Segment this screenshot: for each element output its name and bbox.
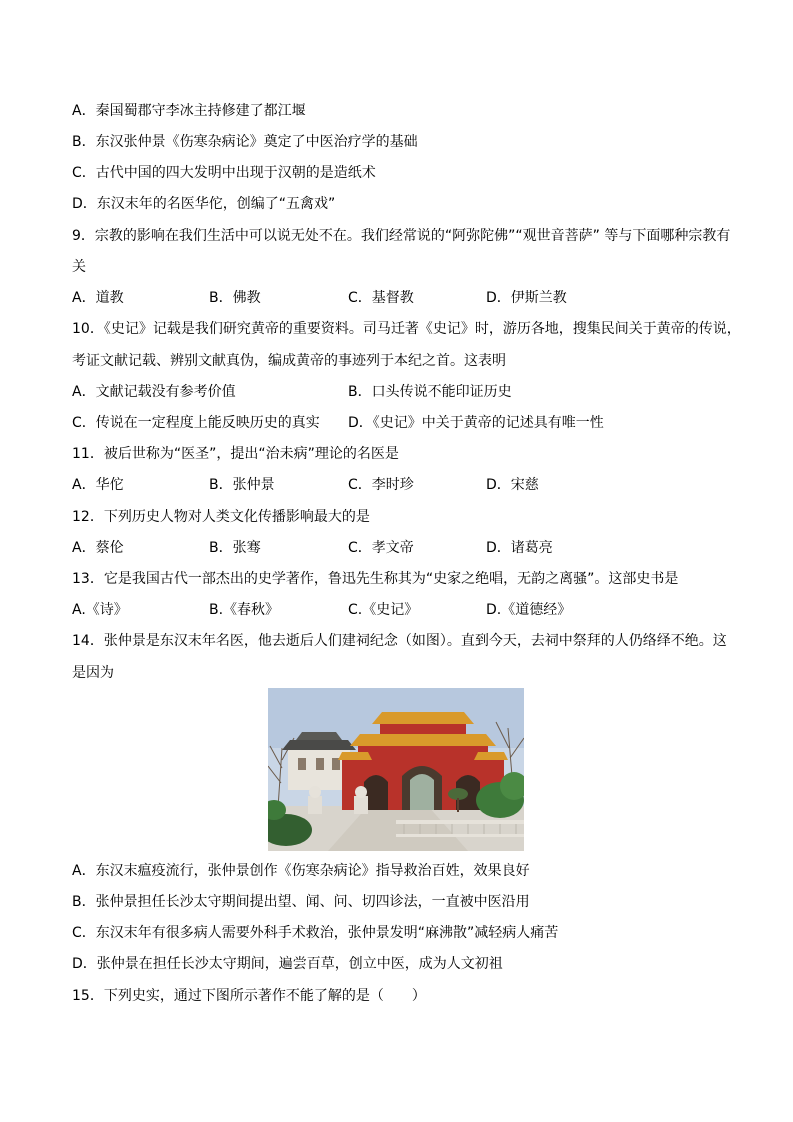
q11-options xyxy=(72,476,732,494)
q14-stem-line2: 是因为 xyxy=(72,665,114,681)
q13-stem: 13．它是我国古代一部杰出的史学著作，鲁迅先生称其为“史家之绝唱，无韵之离骚”。这部史书是 xyxy=(72,571,679,587)
q8-option-a[interactable]: A．秦国蜀郡守李冰主持修建了都江堰 xyxy=(72,103,306,119)
q9-option-b[interactable]: B．佛教 xyxy=(209,290,261,306)
q14-option-b[interactable]: B．张仲景担任长沙太守期间提出望、闻、问、切四诊法，一直被中医沿用 xyxy=(72,894,530,910)
q12-option-a[interactable]: A．蔡伦 xyxy=(72,540,124,556)
q13-option-d[interactable]: D.《道德经》 xyxy=(486,602,572,618)
q12-options xyxy=(72,539,732,557)
q9-stem-line2: 关 xyxy=(72,259,86,275)
q11-option-a[interactable]: A．华佗 xyxy=(72,477,124,493)
q10-options-row1 xyxy=(72,383,732,401)
q13-option-a[interactable]: A.《诗》 xyxy=(72,602,128,618)
q8-option-b[interactable]: B．东汉张仲景《伤寒杂病论》奠定了中医治疗学的基础 xyxy=(72,134,418,150)
memorial-gate-illustration xyxy=(268,688,524,851)
q8-option-d[interactable]: D．东汉末年的名医华佗，创编了“五禽戏” xyxy=(72,196,336,212)
q10-option-b[interactable]: B．口头传说不能印证历史 xyxy=(348,384,512,400)
q10-option-c[interactable]: C．传说在一定程度上能反映历史的真实 xyxy=(72,415,320,431)
q14-stem-line1: 14．张仲景是东汉末年名医，他去逝后人们建祠纪念（如图）。直到今天，去祠中祭拜的人仍络绎不绝。这 xyxy=(72,633,727,649)
q10-options-row2 xyxy=(72,414,732,432)
q14-option-a[interactable]: A．东汉末瘟疫流行，张仲景创作《伤寒杂病论》指导救治百姓，效果良好 xyxy=(72,863,530,879)
q9-option-d[interactable]: D．伊斯兰教 xyxy=(486,290,567,306)
q12-option-c[interactable]: C．孝文帝 xyxy=(348,540,414,556)
q14-option-d[interactable]: D．张仲景在担任长沙太守期间，遍尝百草，创立中医，成为人文初祖 xyxy=(72,956,503,972)
q12-option-b[interactable]: B．张骞 xyxy=(209,540,261,556)
memorial-gate-photo xyxy=(268,688,524,851)
q9-option-c[interactable]: C．基督教 xyxy=(348,290,414,306)
q10-stem-line2: 考证文献记载、辨别文献真伪，编成黄帝的事迹列于本纪之首。这表明 xyxy=(72,353,506,369)
q13-option-c[interactable]: C.《史记》 xyxy=(348,602,419,618)
q10-option-a[interactable]: A．文献记载没有参考价值 xyxy=(72,384,236,400)
q11-option-c[interactable]: C．李时珍 xyxy=(348,477,414,493)
q8-option-c[interactable]: C．古代中国的四大发明中出现于汉朝的是造纸术 xyxy=(72,165,376,181)
q9-stem-line1: 9．宗教的影响在我们生活中可以说无处不在。我们经常说的“阿弥陀佛”“观世音菩萨” 等与下面哪种宗教有 xyxy=(72,228,731,244)
q15-stem: 15．下列史实，通过下图所示著作不能了解的是（ ） xyxy=(72,988,426,1004)
q9-option-a[interactable]: A．道教 xyxy=(72,290,124,306)
q11-option-b[interactable]: B．张仲景 xyxy=(209,477,275,493)
q11-option-d[interactable]: D．宋慈 xyxy=(486,477,539,493)
q13-option-b[interactable]: B.《春秋》 xyxy=(209,602,280,618)
q14-option-c[interactable]: C．东汉末年有很多病人需要外科手术救治，张仲景发明“麻沸散”减轻病人痛苦 xyxy=(72,925,559,941)
q10-option-d[interactable]: D．《史记》中关于黄帝的记述具有唯一性 xyxy=(348,415,604,431)
q10-stem-line1: 10．《史记》记载是我们研究黄帝的重要资料。司马迁著《史记》时，游历各地，搜集民间关于黄帝的传说， xyxy=(72,321,741,337)
q13-options xyxy=(72,601,732,619)
q12-option-d[interactable]: D．诸葛亮 xyxy=(486,540,553,556)
q11-stem: 11．被后世称为“医圣”，提出“治未病”理论的名医是 xyxy=(72,446,399,462)
q9-options xyxy=(72,289,732,307)
q12-stem: 12．下列历史人物对人类文化传播影响最大的是 xyxy=(72,509,370,525)
